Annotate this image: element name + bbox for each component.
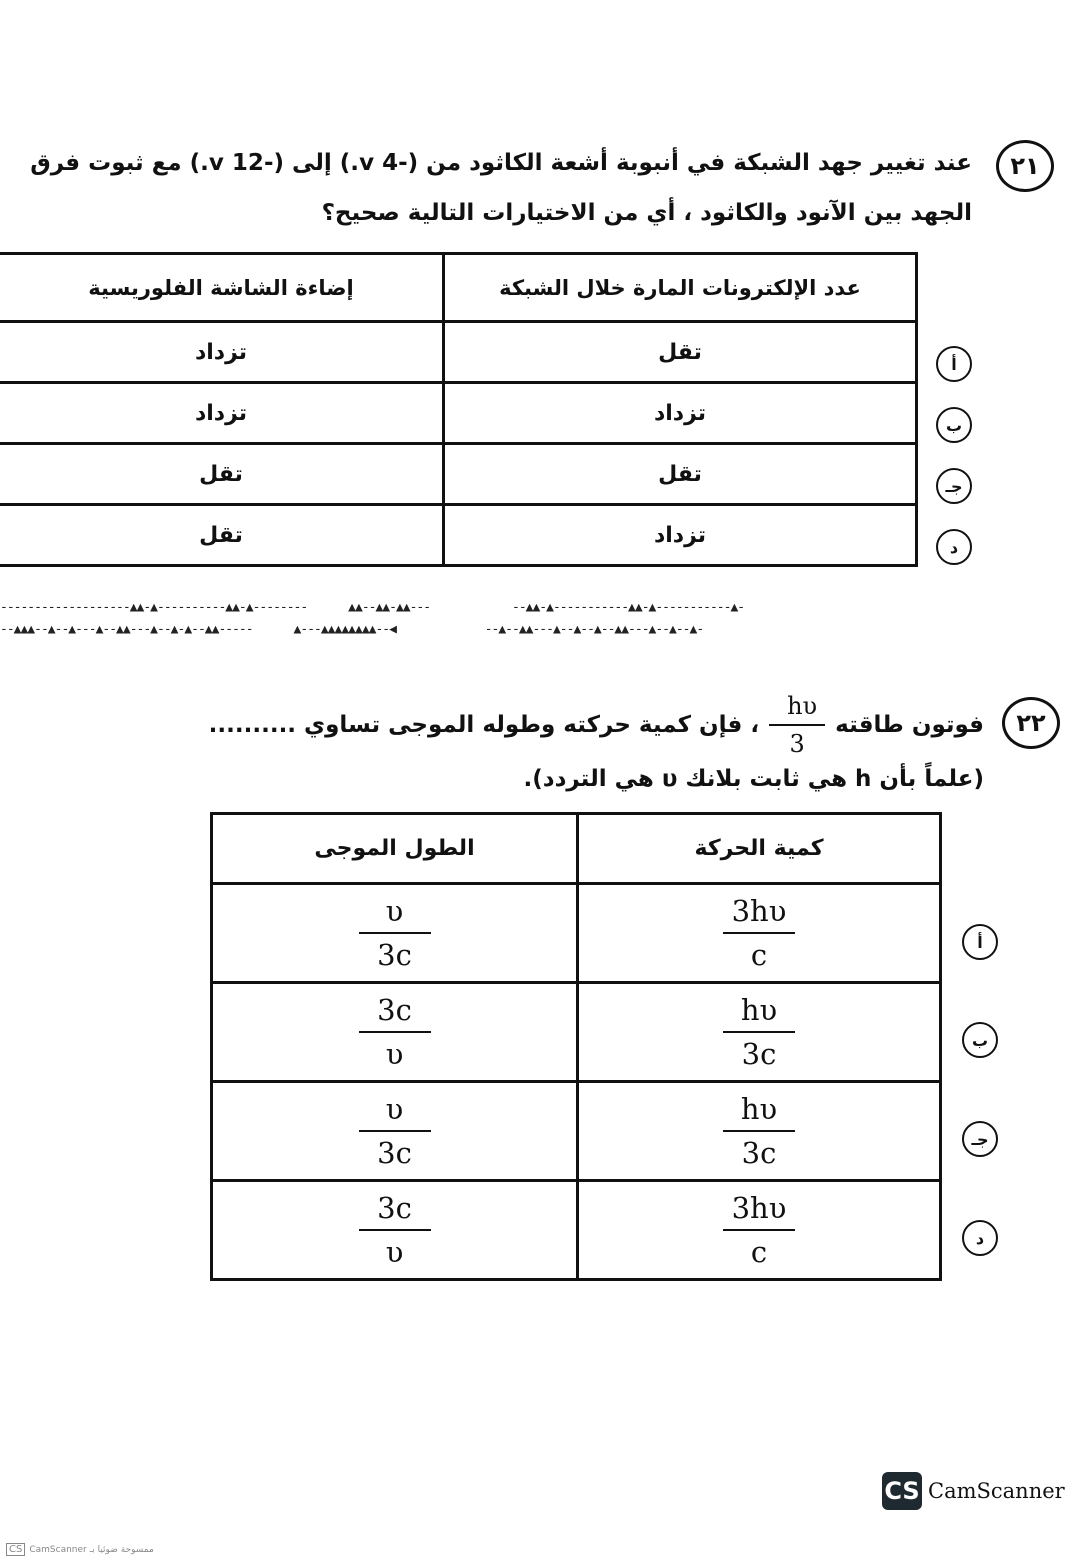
q22-option-c[interactable]: جـ	[962, 1121, 998, 1157]
q21-row	[0, 383, 917, 444]
q22-option-b[interactable]: ب	[962, 1022, 998, 1058]
q21-header-brightness: إضاءة الشاشة الفلوريسية	[0, 254, 444, 322]
q22-wavelength-cell: $\frac{\upsilon}{3c}$	[212, 1082, 578, 1181]
q21-brightness-cell: تقل	[0, 505, 444, 566]
q21-option-c[interactable]: جـ	[936, 468, 972, 504]
q21-option-a[interactable]: أ	[936, 346, 972, 382]
camscanner-name: CamScanner	[928, 1479, 1065, 1503]
q22-wavelength-cell: $\frac{\upsilon}{3c}$	[212, 884, 578, 983]
q22-text-after: ، فإن كمية حركته وطوله الموجى تساوي ..........	[208, 712, 760, 738]
q22-row	[212, 983, 941, 1082]
answer-dots-decoration: ----‐‐‐------------▲▲-▲----------▲▲-▲-------- ▲▲--▲▲-▲▲--- --▲▲-▲-----------▲▲-▲-----------▲-	[0, 600, 745, 615]
camscanner-badge: CS	[882, 1472, 922, 1510]
question-21-text-line1: عند تغيير جهد الشبكة في أنبوبة أشعة الكاثود من (-4 v.) إلى (-12 v.) مع ثبوت فرق	[30, 150, 972, 176]
q21-row	[0, 505, 917, 566]
footer-text: CamScanner ممسوحة ضوئيا بـ	[29, 1544, 154, 1555]
q22-wavelength-cell: $\frac{3c}{\upsilon}$	[212, 983, 578, 1082]
q21-electrons-cell: تقل	[444, 322, 917, 383]
q22-energy-numerator: hυ	[769, 692, 825, 726]
q21-row	[0, 322, 917, 383]
q22-momentum-cell: $\frac{3h\upsilon}{c}$	[578, 1181, 941, 1280]
footer-watermark	[6, 1543, 154, 1556]
q21-brightness-cell: تقل	[0, 444, 444, 505]
q22-energy-fraction	[769, 692, 825, 758]
q21-option-b[interactable]: ب	[936, 407, 972, 443]
q22-header-momentum: كمية الحركة	[578, 814, 941, 884]
q22-option-a[interactable]: أ	[962, 924, 998, 960]
q22-momentum-cell: $\frac{h\upsilon}{3c}$	[578, 1082, 941, 1181]
question-22-table	[210, 812, 942, 1281]
q22-header-wavelength: الطول الموجى	[212, 814, 578, 884]
question-21-text-line2: الجهد بين الآنود والكاثود ، أي من الاختيارات التالية صحيح؟	[321, 200, 972, 226]
q21-brightness-cell: تزداد	[0, 383, 444, 444]
question-22-number: ٢٢	[1002, 697, 1060, 749]
question-21-number: ٢١	[996, 140, 1054, 192]
q21-electrons-cell: تزداد	[444, 505, 917, 566]
q22-option-d[interactable]: د	[962, 1220, 998, 1256]
q22-row	[212, 884, 941, 983]
q22-momentum-cell: $\frac{3h\upsilon}{c}$	[578, 884, 941, 983]
q22-energy-denominator: 3	[789, 730, 805, 758]
camscanner-logo	[882, 1472, 1065, 1510]
q21-option-d[interactable]: د	[936, 529, 972, 565]
q21-row	[0, 444, 917, 505]
q22-text-before: فوتون طاقته	[835, 712, 984, 738]
q21-brightness-cell: تزداد	[0, 322, 444, 383]
question-22-text-line2: (علماً بأن h هي ثابت بلانك υ هي التردد).	[523, 766, 984, 792]
question-21-table	[0, 252, 918, 567]
q21-header-electrons: عدد الإلكترونات المارة خلال الشبكة	[444, 254, 917, 322]
q22-wavelength-cell: $\frac{3c}{\upsilon}$	[212, 1181, 578, 1280]
q22-row	[212, 1082, 941, 1181]
q21-electrons-cell: تزداد	[444, 383, 917, 444]
footer-cs-badge: CS	[6, 1543, 25, 1556]
answer-dots-decoration: --▲▲▲--▲--▲---▲--▲▲---▲--▲-▲--▲▲----- ▲---▲▲▲▲▲▲▲▲--◀ --▲--▲▲---▲--▲--▲--▲▲---▲--▲--▲-	[0, 622, 704, 637]
q22-row	[212, 1181, 941, 1280]
question-22-text-line1	[209, 692, 984, 758]
q21-electrons-cell: تقل	[444, 444, 917, 505]
q22-momentum-cell: $\frac{h\upsilon}{3c}$	[578, 983, 941, 1082]
